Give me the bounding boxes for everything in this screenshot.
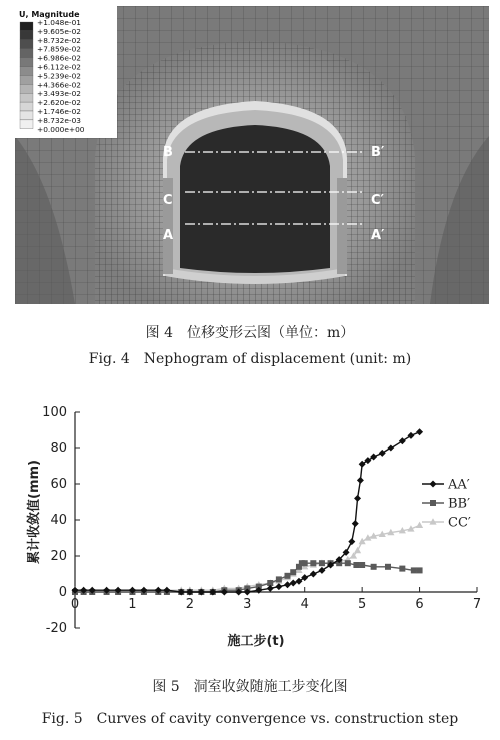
fig4-caption-en: Fig. 4 Nephogram of displacement (unit: m) bbox=[88, 351, 412, 367]
data-point bbox=[370, 454, 377, 461]
fig4-caption-cn: 图 4 位移变形云图（单位：m） bbox=[145, 325, 355, 341]
x-tick-label: 1 bbox=[128, 597, 137, 612]
data-point bbox=[319, 560, 325, 566]
y-tick-label: 100 bbox=[42, 405, 67, 420]
label-a-prime: A′ bbox=[371, 228, 385, 243]
y-tick-label: 20 bbox=[50, 549, 67, 564]
data-point bbox=[411, 567, 417, 573]
legend-swatch bbox=[20, 111, 33, 120]
y-tick-label: 40 bbox=[50, 513, 67, 528]
data-point bbox=[310, 571, 317, 578]
legend-value: +5.239e-02 bbox=[37, 71, 81, 81]
data-point bbox=[364, 457, 371, 464]
data-point bbox=[357, 477, 364, 484]
y-axis-label: 累计收敛值(mm) bbox=[27, 460, 42, 564]
chart-canvas bbox=[0, 400, 500, 650]
label-b: B bbox=[163, 145, 173, 160]
legend-swatch bbox=[20, 93, 33, 102]
legend-value: +9.605e-02 bbox=[37, 26, 81, 36]
legend-swatch bbox=[20, 58, 33, 67]
y-tick-label: 60 bbox=[50, 477, 67, 492]
label-c-prime: C′ bbox=[371, 193, 384, 208]
data-point bbox=[275, 583, 282, 590]
data-point bbox=[359, 538, 366, 544]
legend-value: +8.732e-03 bbox=[37, 115, 81, 125]
x-axis-label: 施工步(t) bbox=[227, 634, 285, 649]
data-point bbox=[399, 437, 406, 444]
legend-value: +7.859e-02 bbox=[37, 44, 81, 54]
data-point bbox=[354, 547, 361, 553]
legend-swatch bbox=[20, 40, 33, 49]
legend-swatch bbox=[20, 84, 33, 93]
legend-label: AA′ bbox=[448, 477, 470, 493]
label-c: C bbox=[163, 193, 173, 208]
data-point bbox=[295, 578, 302, 585]
y-tick-label: 0 bbox=[58, 585, 67, 600]
legend-title: U, Magnitude bbox=[19, 10, 80, 19]
data-point bbox=[301, 574, 308, 581]
data-point bbox=[310, 560, 316, 566]
legend-value: +0.000e+00 bbox=[37, 124, 85, 134]
data-point bbox=[416, 428, 423, 435]
series-line bbox=[75, 432, 420, 592]
data-point bbox=[290, 580, 297, 587]
convergence-chart bbox=[0, 400, 500, 650]
nephogram-canvas bbox=[15, 6, 489, 304]
fig5-caption-en: Fig. 5 Curves of cavity convergence vs. construction step bbox=[41, 711, 459, 727]
series-cc bbox=[71, 522, 423, 593]
series-aa bbox=[72, 428, 424, 595]
legend-value: +2.620e-02 bbox=[37, 98, 81, 108]
y-tick-label: -20 bbox=[45, 621, 67, 636]
legend-swatch bbox=[20, 120, 33, 129]
data-point bbox=[359, 461, 366, 468]
data-point bbox=[284, 581, 291, 588]
data-point bbox=[371, 564, 377, 570]
label-a: A bbox=[163, 228, 174, 243]
legend-item bbox=[422, 497, 470, 512]
legend-swatch bbox=[20, 22, 33, 31]
y-tick-label: 80 bbox=[50, 441, 67, 456]
data-point bbox=[276, 576, 282, 582]
legend-value: +4.366e-02 bbox=[37, 80, 81, 90]
legend-label: CC′ bbox=[448, 515, 471, 531]
fig5-caption-cn: 图 5 洞室收敛随施工步变化图 bbox=[152, 679, 348, 695]
data-point bbox=[354, 495, 361, 502]
legend-swatch bbox=[20, 102, 33, 111]
data-point bbox=[352, 520, 359, 527]
x-tick-label: 6 bbox=[415, 597, 424, 612]
legend-item bbox=[422, 516, 471, 531]
label-b-prime: B′ bbox=[371, 145, 385, 160]
data-point bbox=[318, 567, 325, 574]
x-tick-label: 0 bbox=[70, 597, 80, 612]
legend-label: BB′ bbox=[448, 496, 471, 512]
legend-value: +1.048e-01 bbox=[37, 18, 81, 27]
x-tick-label: 2 bbox=[185, 597, 194, 612]
legend-swatch bbox=[20, 75, 33, 84]
data-point bbox=[284, 573, 290, 579]
data-point bbox=[430, 481, 437, 488]
displacement-nephogram bbox=[15, 6, 489, 304]
legend-item bbox=[422, 478, 470, 493]
legend-value: +8.732e-02 bbox=[37, 35, 81, 45]
data-point bbox=[379, 450, 386, 457]
legend-swatch bbox=[20, 67, 33, 76]
x-tick-label: 3 bbox=[243, 597, 252, 612]
legend-value: +6.986e-02 bbox=[37, 53, 81, 63]
legend-value: +1.746e-02 bbox=[37, 107, 81, 116]
x-tick-label: 7 bbox=[472, 597, 482, 612]
x-tick-label: 4 bbox=[300, 597, 309, 612]
legend-swatch bbox=[20, 49, 33, 58]
data-point bbox=[399, 566, 405, 572]
data-point bbox=[387, 445, 394, 452]
data-point bbox=[353, 562, 359, 568]
legend-value: +3.493e-02 bbox=[37, 89, 81, 99]
data-point bbox=[345, 560, 351, 566]
legend-swatch bbox=[20, 31, 33, 40]
data-point bbox=[348, 538, 355, 545]
data-point bbox=[407, 432, 414, 439]
legend-value: +6.112e-02 bbox=[37, 62, 81, 72]
data-point bbox=[359, 562, 365, 568]
x-tick-label: 5 bbox=[358, 597, 367, 612]
data-point bbox=[302, 560, 308, 566]
data-point bbox=[430, 500, 436, 506]
contour-legend bbox=[15, 6, 117, 138]
data-point bbox=[385, 564, 391, 570]
data-point bbox=[417, 567, 423, 573]
data-point bbox=[290, 569, 296, 575]
